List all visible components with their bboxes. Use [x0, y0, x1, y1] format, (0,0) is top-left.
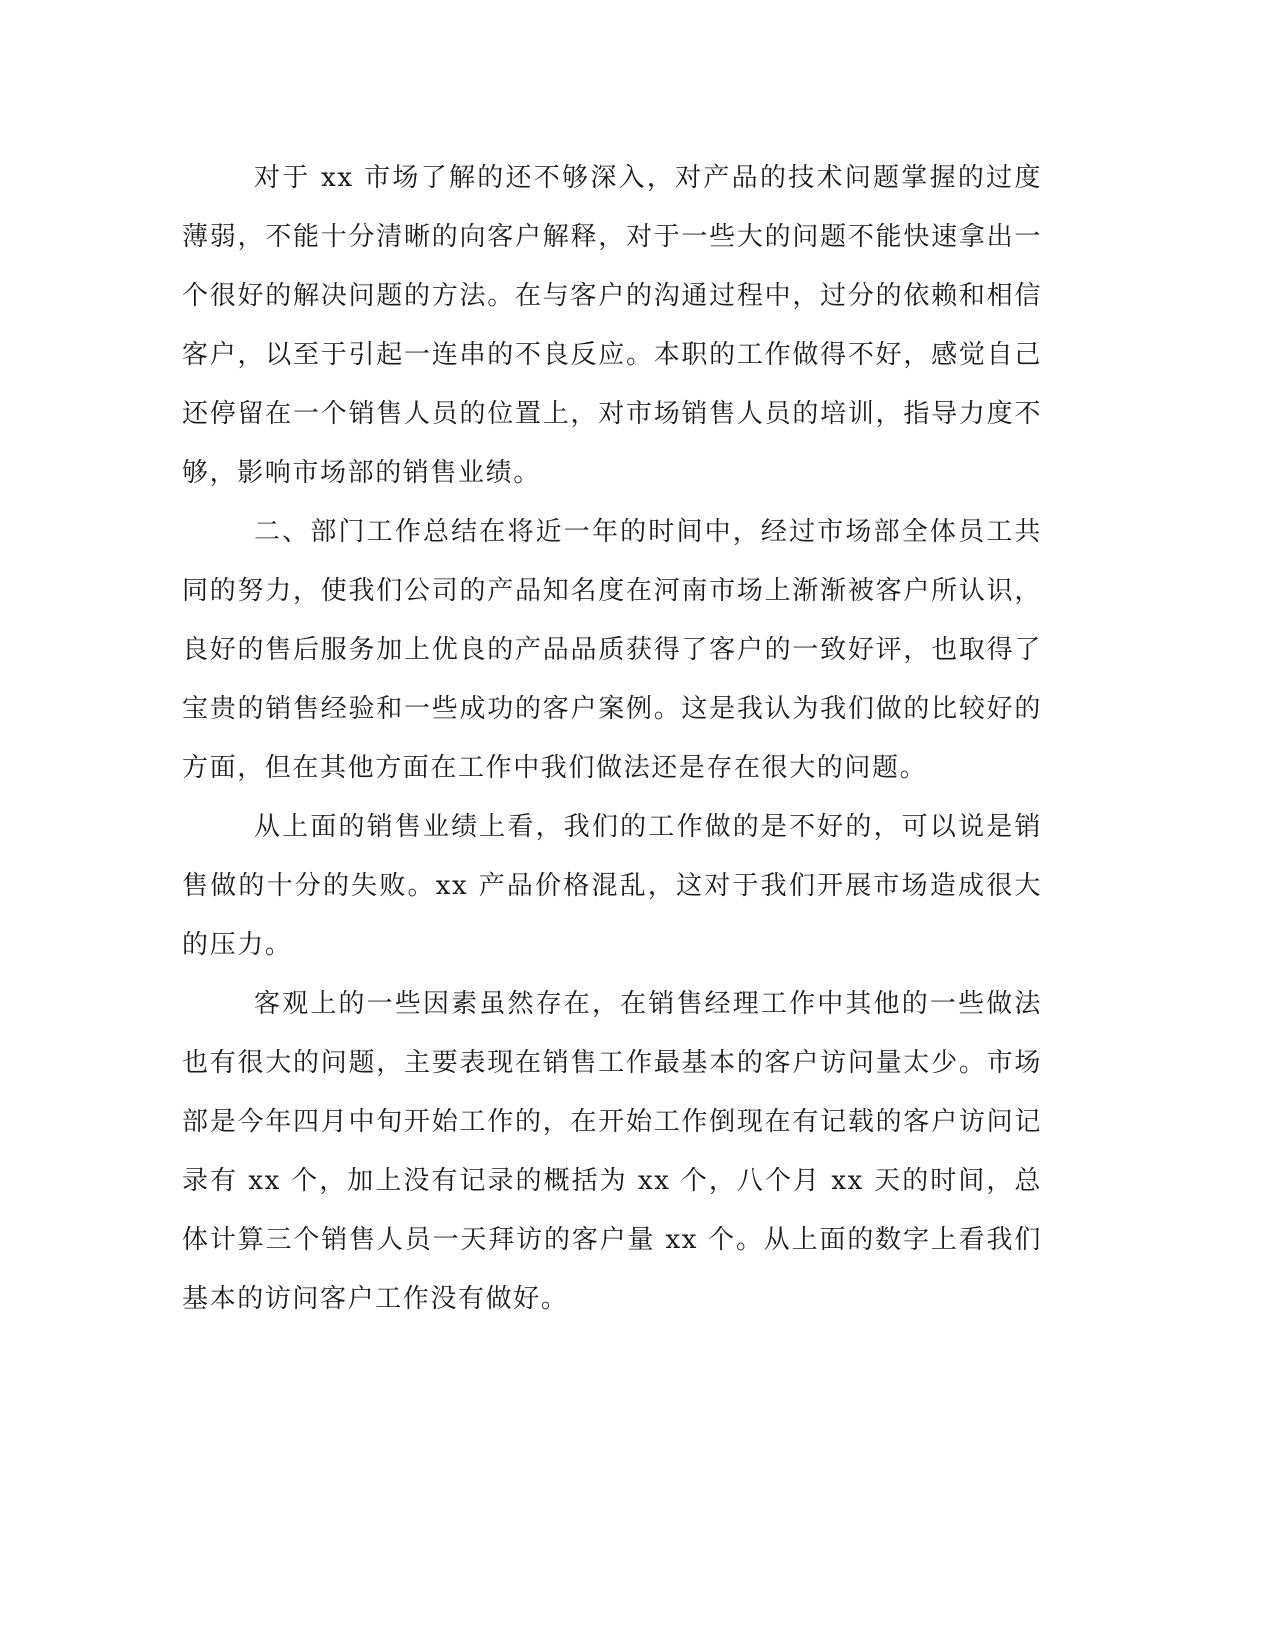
paragraph-department-summary: 二、部门工作总结在将近一年的时间中，经过市场部全体员工共同的努力，使我们公司的产品知名度在河南市场上渐渐被客户所认识，良好的售后服务加上优良的产品品质获得了客户的一致好评，也取得了宝贵的销售经验和一些成功的客户案例。这是我认为我们做的比较好的方面，但在其他方面在工作中我们做法还是存在很大的问题。 [182, 517, 1042, 783]
document-body [182, 149, 1042, 1329]
paragraph-sales-performance: 从上面的销售业绩上看，我们的工作做的是不好的，可以说是销售做的十分的失败。xx 产品价格混乱，这对于我们开展市场造成很大的压力。 [182, 812, 1042, 960]
paragraph-customer-visits: 客观上的一些因素虽然存在，在销售经理工作中其他的一些做法也有很大的问题，主要表现在销售工作最基本的客户访问量太少。市场部是今年四月中旬开始工作的，在开始工作倒现在有记载的客户访问记录有 xx 个，加上没有记录的概括为 xx 个，八个月 xx 天的时间，总体计算三个销售人员一天拜访的客户量 xx 个。从上面的数字上看我们基本的访问客户工作没有做好。 [182, 989, 1042, 1314]
paragraph-market-understanding: 对于 xx 市场了解的还不够深入，对产品的技术问题掌握的过度薄弱，不能十分清晰的向客户解释，对于一些大的问题不能快速拿出一个很好的解决问题的方法。在与客户的沟通过程中，过分的依赖和相信客户，以至于引起一连串的不良反应。本职的工作做得不好，感觉自己还停留在一个销售人员的位置上，对市场销售人员的培训，指导力度不够，影响市场部的销售业绩。 [182, 163, 1042, 488]
